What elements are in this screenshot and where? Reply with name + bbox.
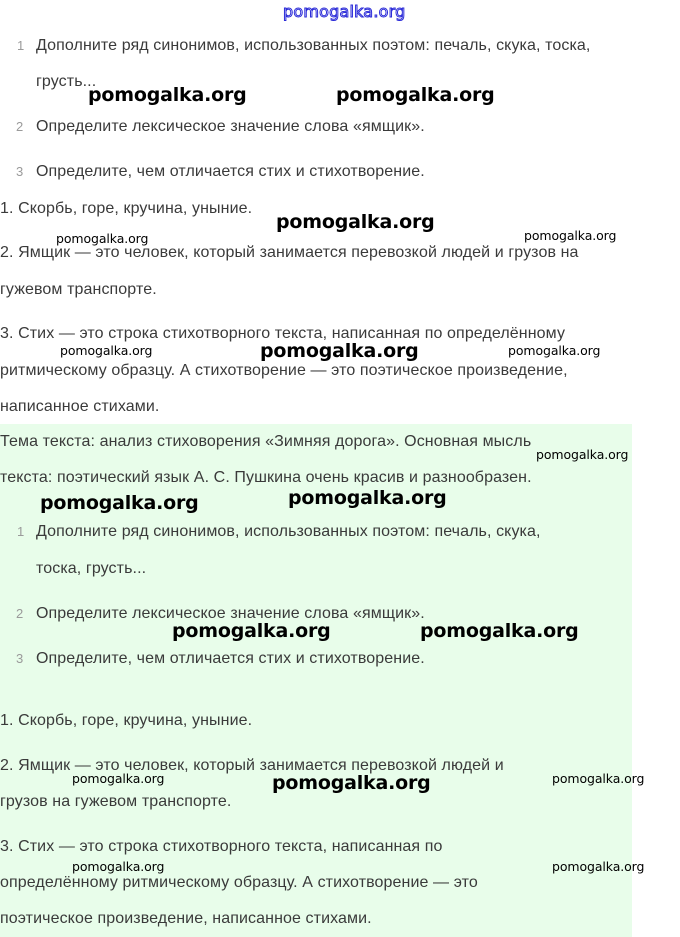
question-text: Определите лексическое значение слова «ямщик».: [36, 605, 425, 622]
answer-text: ритмическому образцу. А стихотворение — это поэтическое произведение,: [0, 362, 568, 379]
watermark: pomogalka.org: [88, 84, 247, 106]
watermark: pomogalka.org: [336, 84, 495, 106]
answer-text: 1. Скорбь, горе, кручина, уныние.: [0, 200, 253, 217]
watermark: pomogalka.org: [552, 859, 645, 874]
header-watermark: pomogalka.org: [283, 2, 406, 21]
answer-text: определённому ритмическому образцу. А стихотворение — это: [0, 874, 478, 891]
watermark: pomogalka.org: [172, 620, 331, 642]
watermark: pomogalka.org: [272, 772, 431, 794]
answer-text: 3. Стих — это строка стихотворного текста, написанная по определённому: [0, 325, 566, 342]
question-number: 3: [16, 651, 24, 666]
watermark: pomogalka.org: [72, 771, 165, 786]
answer-text: грузов на гужевом транспорте.: [0, 793, 232, 810]
watermark: pomogalka.org: [72, 859, 165, 874]
watermark: pomogalka.org: [60, 343, 153, 358]
watermark: pomogalka.org: [508, 343, 601, 358]
question-text: грусть...: [36, 73, 97, 90]
answer-text: поэтическое произведение, написанное стихами.: [0, 910, 372, 927]
watermark: pomogalka.org: [276, 211, 435, 233]
question-number: 1: [17, 38, 25, 53]
question-text: Определите, чем отличается стих и стихотворение.: [36, 650, 425, 667]
watermark: pomogalka.org: [260, 340, 419, 362]
answer-text: написанное стихами.: [0, 398, 160, 415]
theme-text: текста: поэтический язык А. С. Пушкина очень красив и разнообразен.: [0, 469, 532, 486]
watermark: pomogalka.org: [40, 492, 199, 514]
watermark: pomogalka.org: [536, 447, 629, 462]
watermark: pomogalka.org: [524, 228, 617, 243]
watermark: pomogalka.org: [288, 487, 447, 509]
question-text: Определите лексическое значение слова «ямщик».: [36, 118, 425, 135]
question-number: 3: [16, 164, 24, 179]
watermark: pomogalka.org: [552, 771, 645, 786]
answer-text: 2. Ямщик — это человек, который занимается перевозкой людей и грузов на: [0, 244, 579, 261]
answer-text: 2. Ямщик — это человек, который занимается перевозкой людей и: [0, 757, 504, 774]
question-text: Дополните ряд синонимов, использованных поэтом: печаль, скука,: [36, 523, 541, 540]
question-number: 2: [16, 119, 24, 134]
question-number: 1: [17, 524, 25, 539]
question-text: Определите, чем отличается стих и стихотворение.: [36, 163, 425, 180]
answer-text: гужевом транспорте.: [0, 281, 157, 298]
answer-text: 3. Стих — это строка стихотворного текста, написанная по: [0, 838, 443, 855]
theme-text: Тема текста: анализ стиховорения «Зимняя дорога». Основная мысль: [0, 433, 532, 450]
question-text: тоска, грусть...: [36, 560, 147, 577]
answer-text: 1. Скорбь, горе, кручина, уныние.: [0, 712, 253, 729]
question-text: Дополните ряд синонимов, использованных поэтом: печаль, скука, тоска,: [36, 37, 591, 54]
watermark: pomogalka.org: [420, 620, 579, 642]
watermark: pomogalka.org: [56, 231, 149, 246]
question-number: 2: [16, 606, 24, 621]
